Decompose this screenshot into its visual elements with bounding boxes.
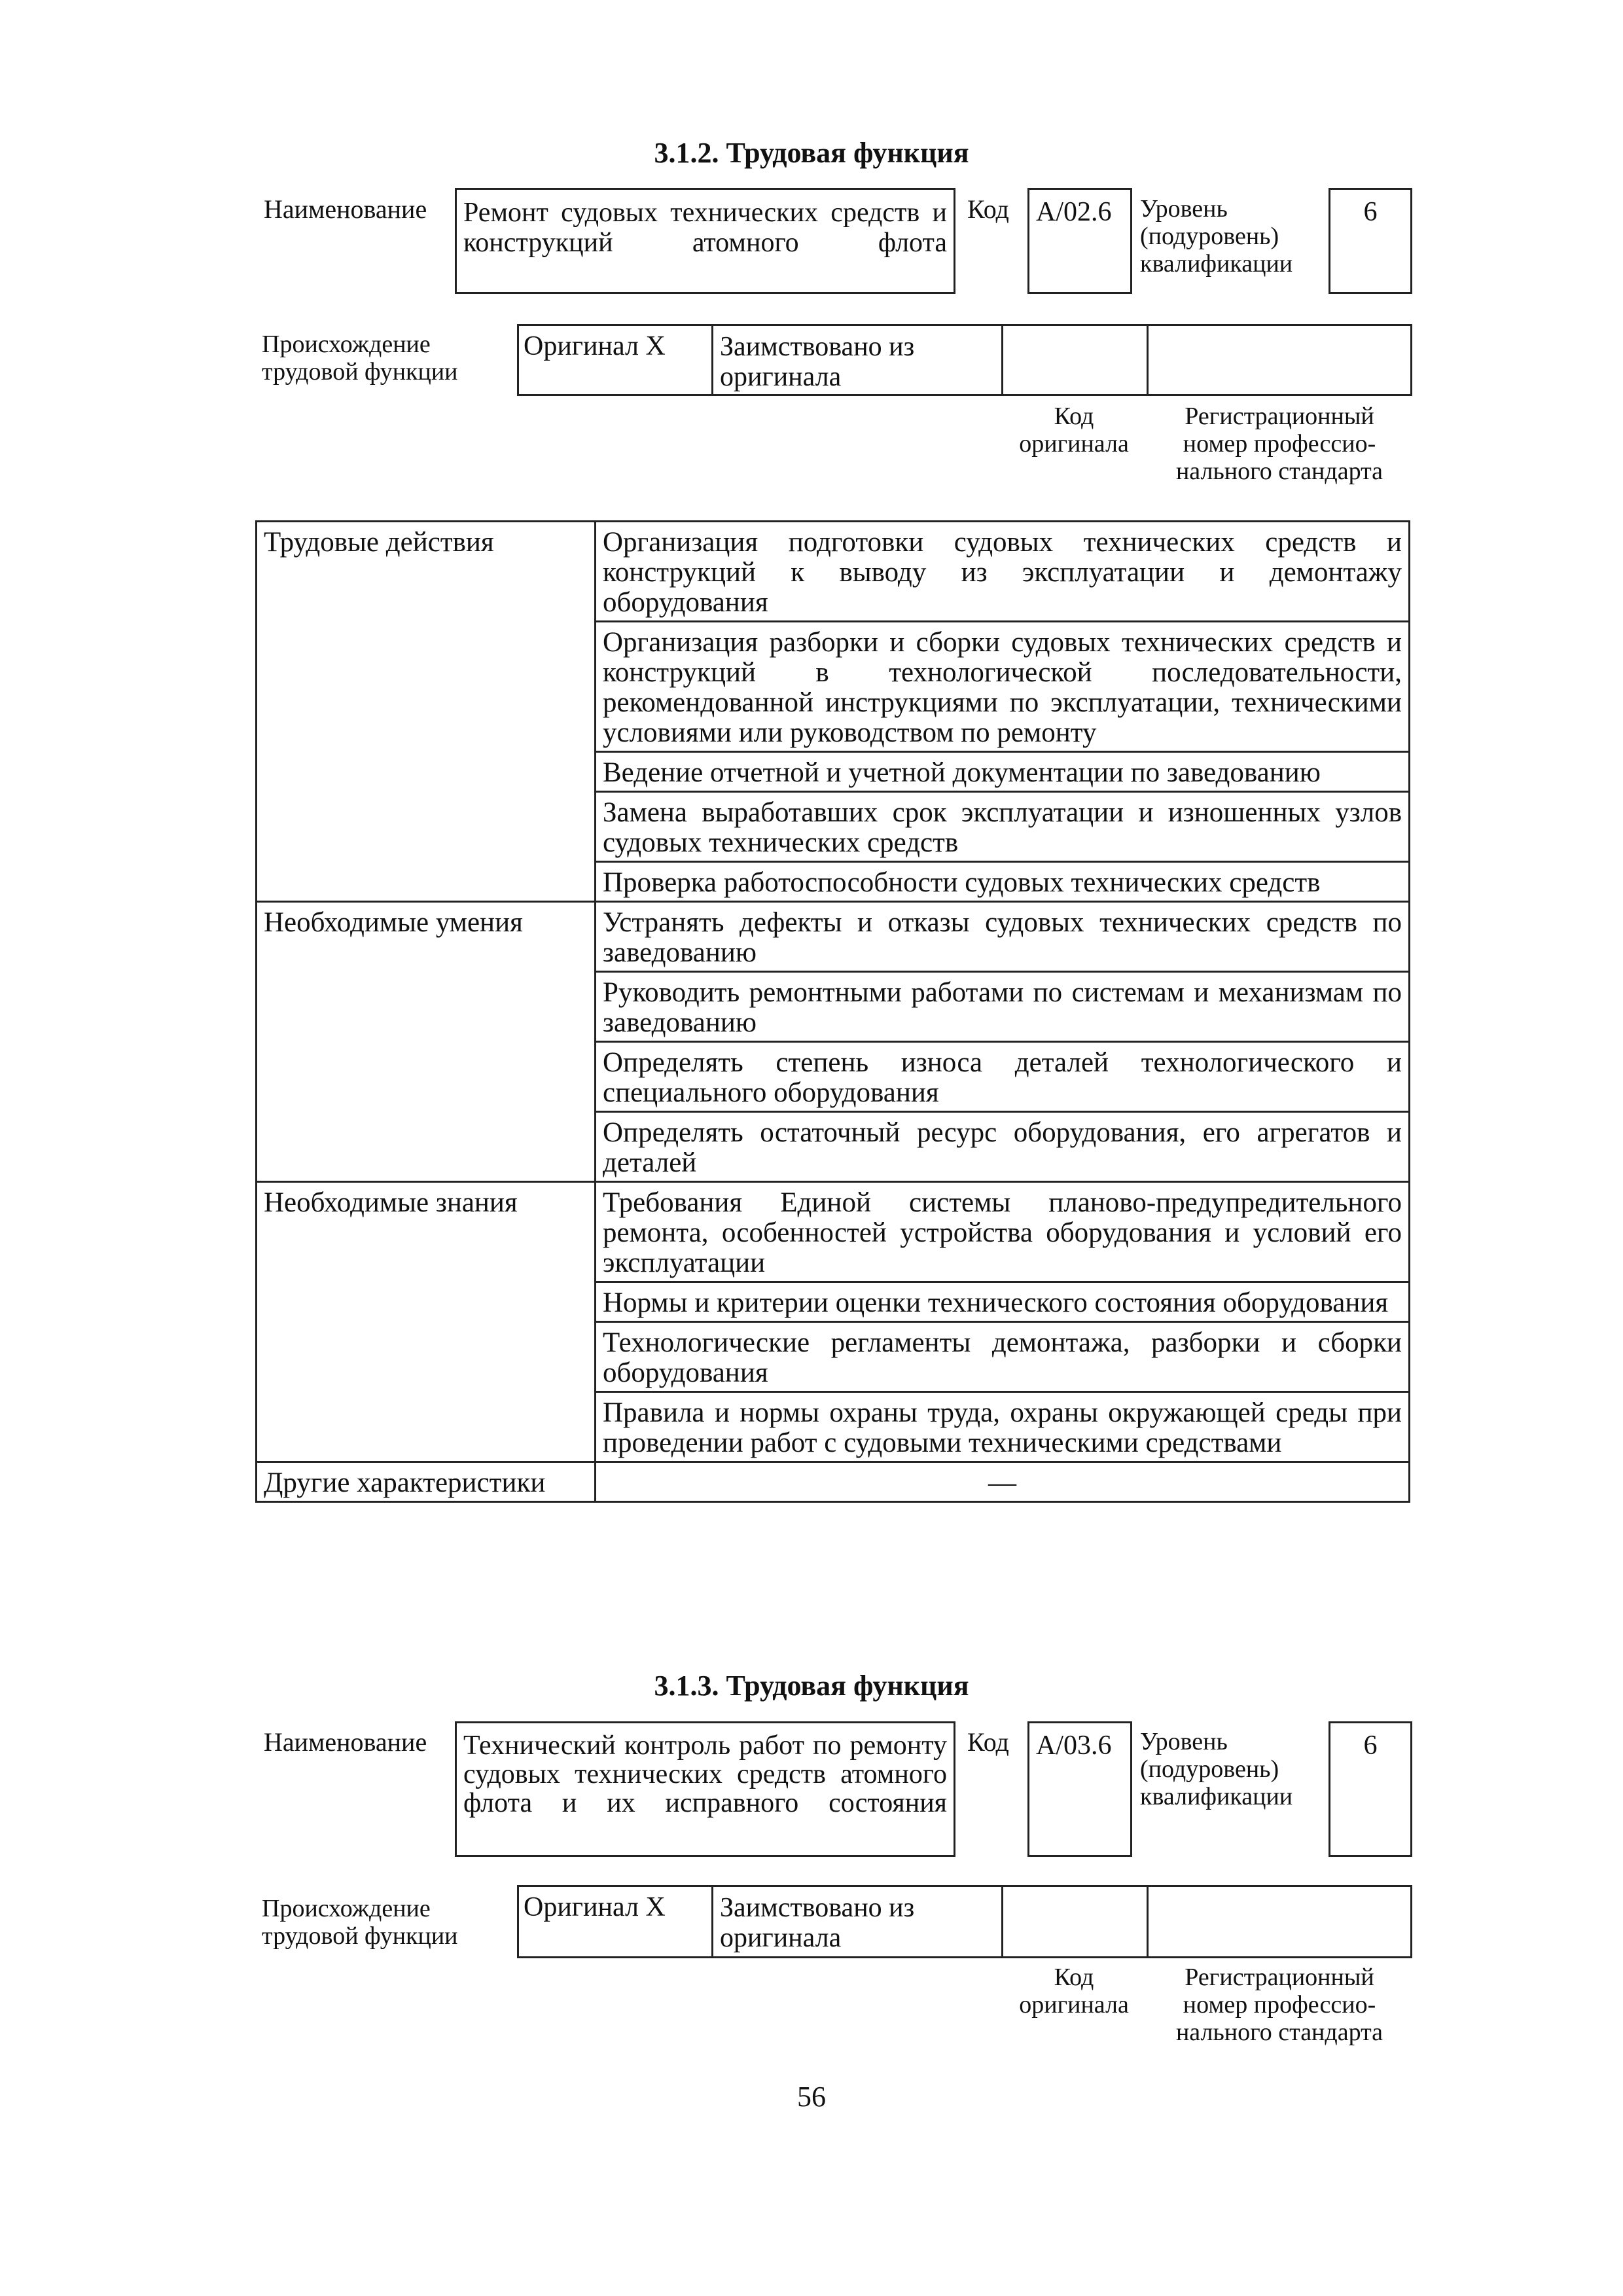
original-cell: Оригинал X <box>524 1892 666 1922</box>
code-label: Код <box>967 194 1009 224</box>
table-row <box>257 522 1410 622</box>
level-label: Уровень (подуровень) квалификации <box>1140 195 1293 278</box>
table-cell: Замена выработавших срок эксплуатации и изношенных узлов судовых технических средств <box>596 792 1410 862</box>
code-box: А/03.6 <box>1027 1721 1132 1857</box>
knowledge-label: Необходимые знания <box>257 1182 596 1462</box>
table-cell: Руководить ремонтными работами по системам и механизмам по заведованию <box>596 972 1410 1042</box>
name-label: Наименование <box>264 1727 427 1757</box>
level-box: 6 <box>1329 188 1412 294</box>
table-cell: Устранять дефекты и отказы судовых технических средств по заведованию <box>596 902 1410 972</box>
level-label: Уровень (подуровень) квалификации <box>1140 1728 1293 1810</box>
code-label: Код <box>967 1727 1009 1757</box>
table-cell: Требования Единой системы планово-предупредительного ремонта, особенностей устройства оборудования и условий его эксплуатации <box>596 1182 1410 1282</box>
table-row <box>257 1182 1410 1282</box>
registration-number-caption: Регистрационный номер профессио- нального стандарта <box>1175 403 1383 485</box>
page-number: 56 <box>797 2081 826 2113</box>
section-heading: 3.1.2. Трудовая функция <box>654 137 969 169</box>
other-value: — <box>596 1462 1410 1502</box>
table-cell: Ведение отчетной и учетной документации по заведованию <box>596 752 1410 792</box>
borrowed-cell: Заимствовано из оригинала <box>711 324 1001 396</box>
labor-function-table <box>255 520 1410 1503</box>
table-cell: Организация подготовки судовых технических средств и конструкций к выводу из эксплуатации и демонтажу оборудования <box>596 522 1410 622</box>
other-label: Другие характеристики <box>257 1462 596 1502</box>
table-cell: Нормы и критерии оценки технического состояния оборудования <box>596 1282 1410 1322</box>
table-cell: Определять остаточный ресурс оборудования, его агрегатов и деталей <box>596 1112 1410 1182</box>
registration-number-cell <box>1147 324 1412 396</box>
origin-label: Происхождение трудовой функции <box>262 331 458 386</box>
origin-label: Происхождение трудовой функции <box>262 1895 458 1950</box>
table-cell: Правила и нормы охраны труда, охраны окружающей среды при проведении работ с судовыми техническими средствами <box>596 1392 1410 1462</box>
level-box: 6 <box>1329 1721 1412 1857</box>
section-heading: 3.1.3. Трудовая функция <box>654 1670 969 1702</box>
code-box: А/02.6 <box>1027 188 1132 294</box>
table-cell: Организация разборки и сборки судовых технических средств и конструкций в технологической последовательности, рекомендованной инструкциями по эксплуатации, техническими условиями или руководством по ремонту <box>596 622 1410 752</box>
original-code-caption: Код оригинала <box>1019 403 1129 457</box>
original-code-caption: Код оригинала <box>1019 1964 1129 2018</box>
table-cell: Технологические регламенты демонтажа, разборки и сборки оборудования <box>596 1322 1410 1392</box>
table-row <box>257 902 1410 972</box>
registration-number-cell <box>1147 1885 1412 1958</box>
function-name-box: Ремонт судовых технических средств и конструкций атомного флота <box>455 188 955 294</box>
skills-label: Необходимые умения <box>257 902 596 1182</box>
borrowed-cell: Заимствовано из оригинала <box>711 1885 1001 1958</box>
function-name-box: Технический контроль работ по ремонту судовых технических средств атомного флота и их исправного состояния <box>455 1721 955 1857</box>
name-label: Наименование <box>264 194 427 224</box>
table-cell: Проверка работоспособности судовых технических средств <box>596 862 1410 902</box>
original-code-cell <box>1001 1885 1147 1958</box>
registration-number-caption: Регистрационный номер профессио- нального стандарта <box>1175 1964 1383 2046</box>
table-cell: Определять степень износа деталей технологического и специального оборудования <box>596 1042 1410 1112</box>
table-row <box>257 1462 1410 1502</box>
actions-label: Трудовые действия <box>257 522 596 902</box>
original-cell: Оригинал X <box>524 331 666 361</box>
original-code-cell <box>1001 324 1147 396</box>
